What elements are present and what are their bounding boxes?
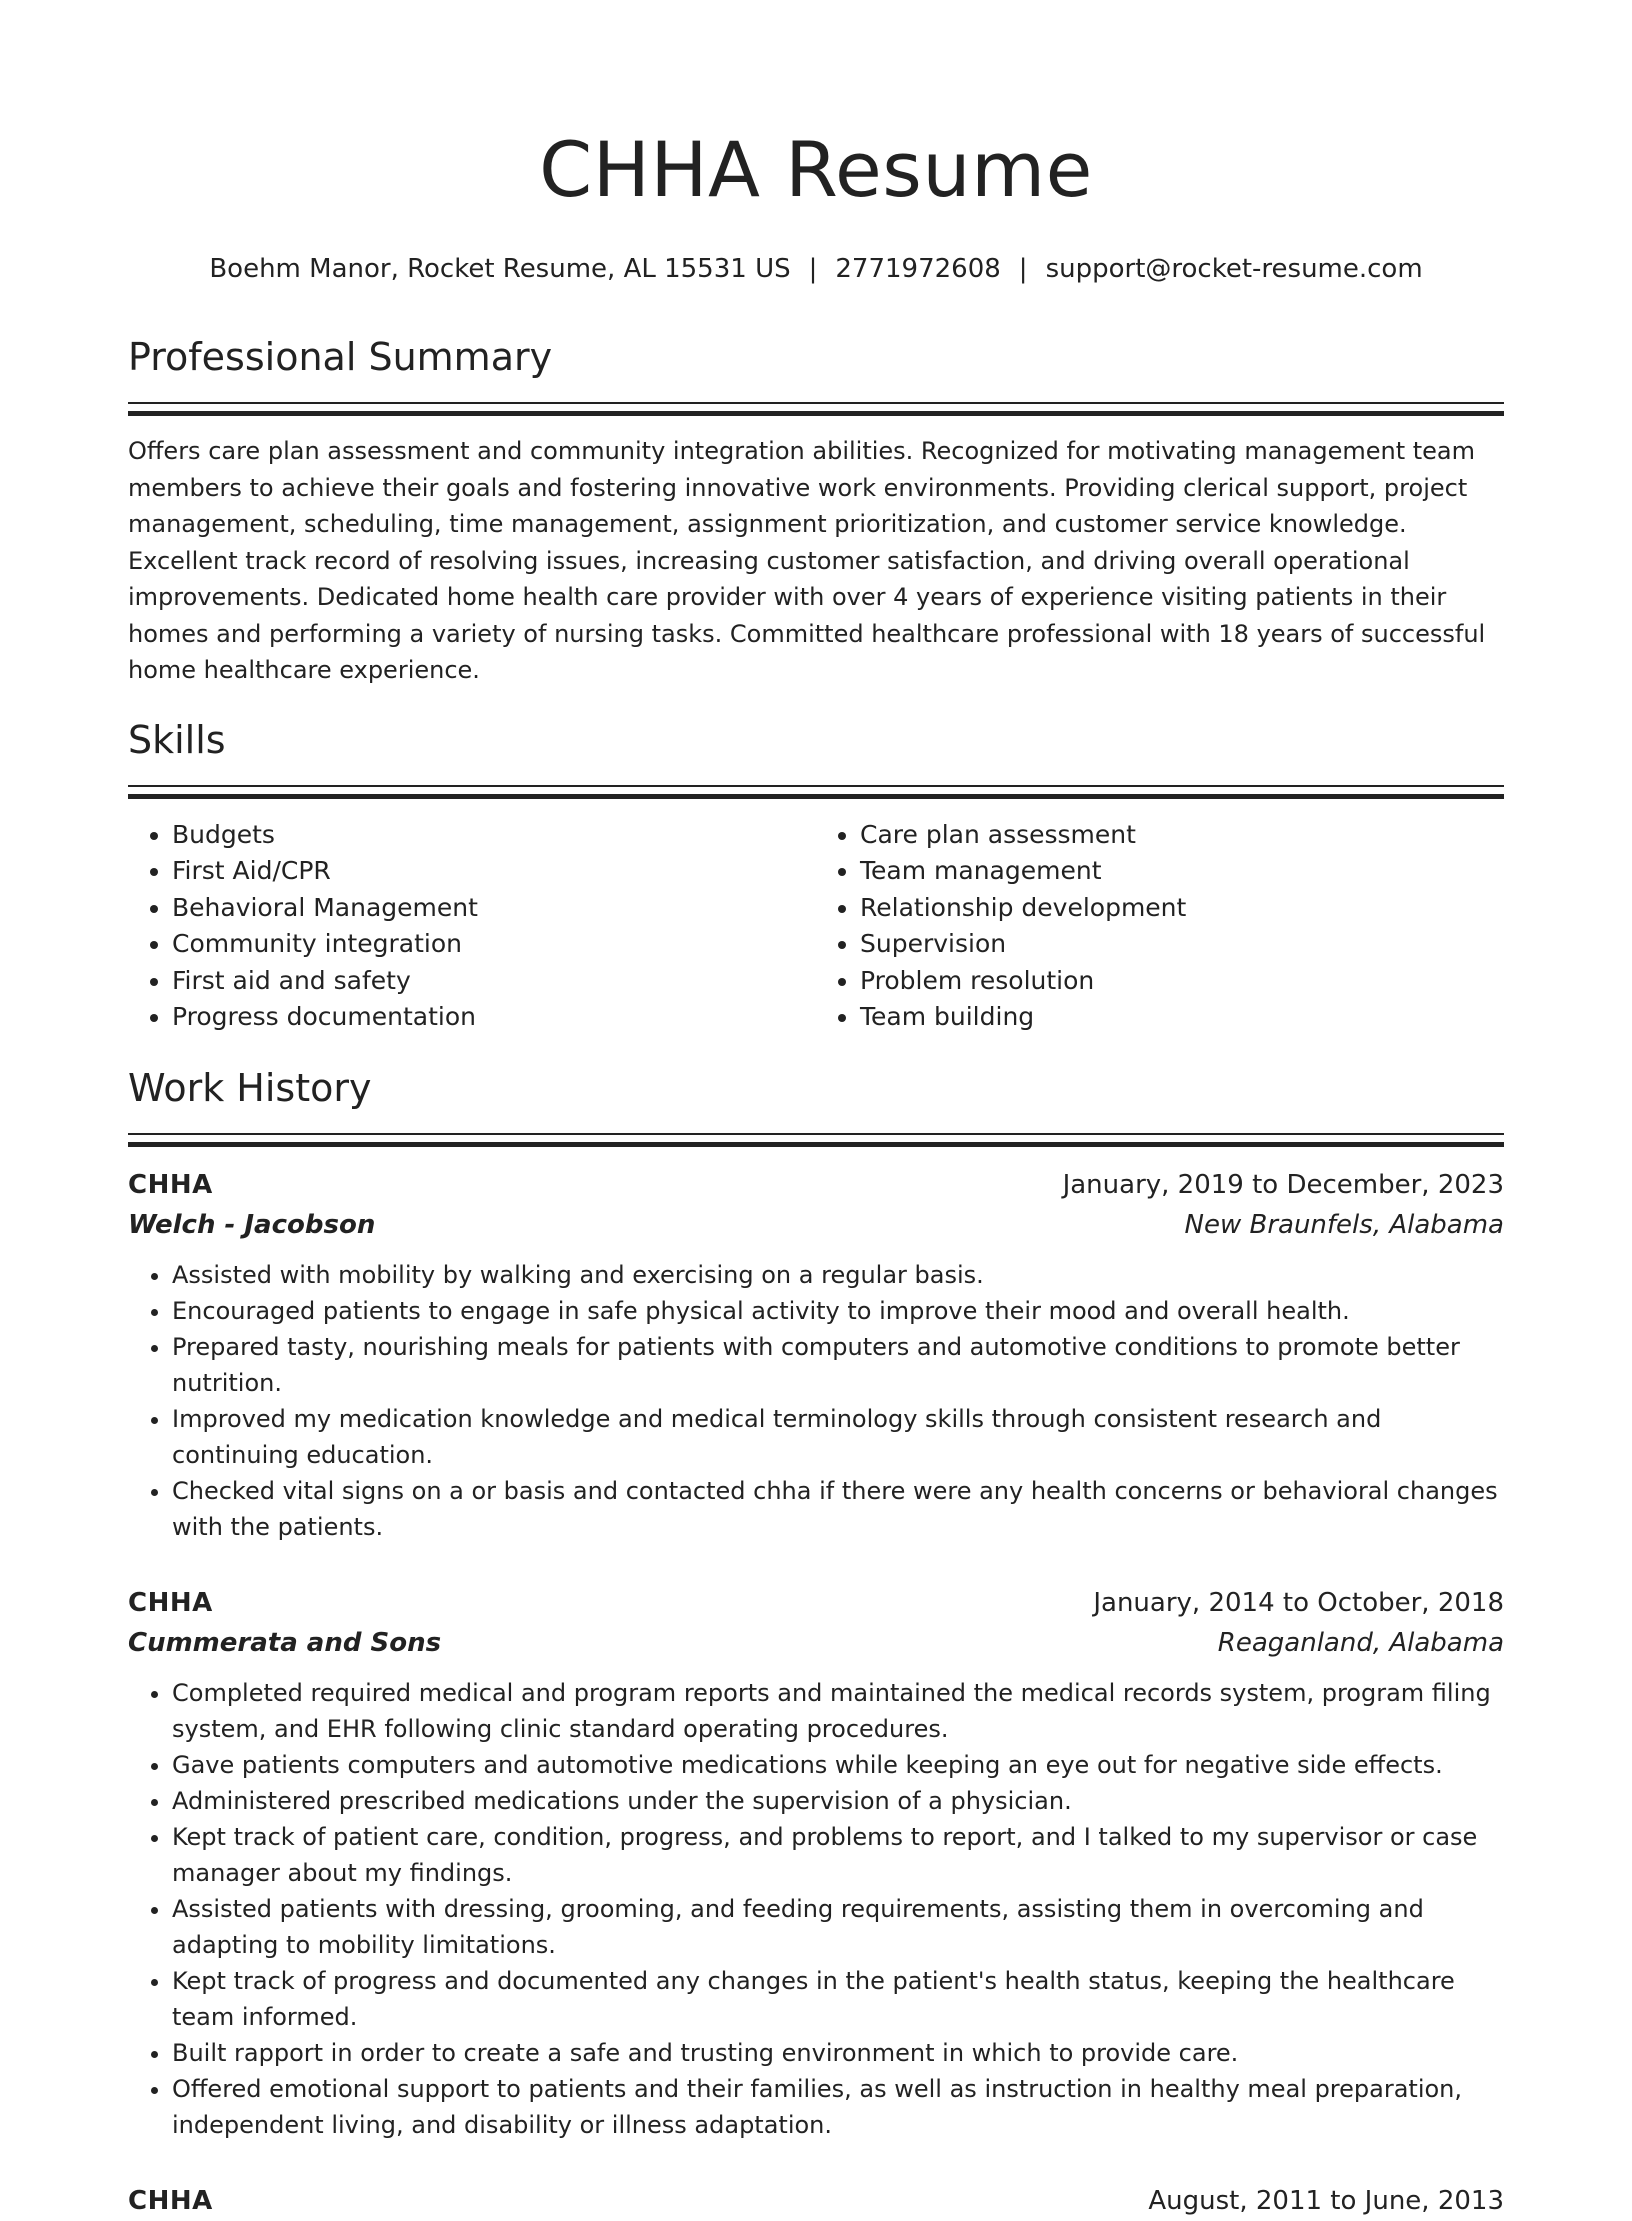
job-duty: • Administered prescribed medications under the supervision of a physician. — [172, 1783, 1504, 1819]
contact-phone[interactable]: 2771972608 — [835, 254, 1001, 284]
job-header — [128, 1583, 1504, 1623]
job-title: CHHA — [128, 2185, 213, 2216]
section-divider — [128, 1133, 1504, 1147]
contact-address: Boehm Manor, Rocket Resume, AL 15531 US — [209, 254, 791, 284]
job-title: CHHA — [128, 1587, 213, 1618]
skill-item: • Supervision — [860, 926, 1504, 963]
resume-page — [128, 0, 1504, 2216]
skill-item: • Team management — [860, 853, 1504, 890]
job-duty: • Built rapport in order to create a safe and trusting environment in which to provide care. — [172, 2035, 1504, 2071]
job-company: Welch - Jacobson — [128, 1209, 376, 1240]
job-company: Cummerata and Sons — [128, 1627, 442, 1658]
skills-section — [128, 715, 1504, 1036]
skills-list-right — [816, 817, 1504, 1036]
skill-item: • Problem resolution — [860, 963, 1504, 1000]
job-duty: • Kept track of progress and documented any changes in the patient's health status, keeping the healthcare team informed. — [172, 1963, 1504, 2035]
job-duty: • Offered emotional support to patients and their families, as well as instruction in healthy meal preparation, independent living, and disability or illness adaptation. — [172, 2071, 1504, 2143]
job-location: New Braunfels, Alabama — [1184, 1209, 1504, 1240]
job-entry — [128, 1583, 1504, 2143]
section-divider — [128, 785, 1504, 799]
job-duty: • Gave patients computers and automotive medications while keeping an eye out for negative side effects. — [172, 1747, 1504, 1783]
job-dates: January, 2014 to October, 2018 — [1093, 1587, 1504, 1618]
skill-item: • Care plan assessment — [860, 817, 1504, 854]
work-history-heading: Work History — [128, 1065, 372, 1110]
contact-email[interactable]: support@rocket-resume.com — [1045, 254, 1423, 284]
summary-section — [128, 332, 1504, 689]
job-duty: • Assisted patients with dressing, grooming, and feeding requirements, assisting them in overcoming and adapting to mobility limitations. — [172, 1891, 1504, 1963]
job-dates: January, 2019 to December, 2023 — [1062, 1169, 1504, 1200]
job-title: CHHA — [128, 1169, 213, 1200]
skill-item: • Team building — [860, 999, 1504, 1036]
work-history-section — [128, 1063, 1504, 2221]
skill-item: • Progress documentation — [172, 999, 816, 1036]
job-duty: • Encouraged patients to engage in safe physical activity to improve their mood and overall health. — [172, 1293, 1504, 1329]
skill-item: • Budgets — [172, 817, 816, 854]
job-dates: August, 2011 to June, 2013 — [1148, 2185, 1504, 2216]
skills-list-left — [128, 817, 816, 1036]
skill-item: • First Aid/CPR — [172, 853, 816, 890]
summary-heading: Professional Summary — [128, 335, 553, 379]
job-duty: • Assisted with mobility by walking and exercising on a regular basis. — [172, 1257, 1504, 1293]
summary-text: Offers care plan assessment and community integration abilities. Recognized for motivating management team members to achieve their goals and fostering innovative work environments. Providing clerical support, project management, scheduling, time management, assignment prioritization, and customer service knowledge. Excellent track record of resolving issues, increasing customer satisfaction, and driving overall operational improvements. Dedicated home health care provider with over 4 years of experience visiting patients in their homes and performing a variety of nursing tasks. Committed healthcare professional with 18 years of successful home healthcare experience. — [128, 437, 1486, 684]
skill-item: • Behavioral Management — [172, 890, 816, 927]
job-duties — [128, 1675, 1504, 2143]
job-location: Reaganland, Alabama — [1217, 1627, 1504, 1658]
job-duty: • Checked vital signs on a or basis and contacted chha if there were any health concerns or behavioral changes with the patients. — [172, 1473, 1504, 1545]
skill-item: • Community integration — [172, 926, 816, 963]
contact-separator: | — [808, 254, 818, 284]
job-duty: • Improved my medication knowledge and medical terminology skills through consistent research and continuing education. — [172, 1401, 1504, 1473]
skills-heading: Skills — [128, 717, 226, 762]
skills-grid — [128, 817, 1504, 1036]
job-header — [128, 1165, 1504, 1205]
job-duty: • Prepared tasty, nourishing meals for patients with computers and automotive conditions to promote better nutrition. — [172, 1329, 1504, 1401]
job-entry — [128, 2181, 1504, 2221]
job-duty: • Kept track of patient care, condition, progress, and problems to report, and I talked to my supervisor or case manager about my findings. — [172, 1819, 1504, 1891]
skill-item: • First aid and safety — [172, 963, 816, 1000]
job-header — [128, 2181, 1504, 2221]
skill-item: • Relationship development — [860, 890, 1504, 927]
section-divider — [128, 402, 1504, 416]
job-subheader — [128, 1623, 1504, 1663]
job-entry — [128, 1165, 1504, 1545]
job-subheader — [128, 1205, 1504, 1245]
job-duties — [128, 1257, 1504, 1545]
job-duty: • Completed required medical and program reports and maintained the medical records system, program filing system, and EHR following clinic standard operating procedures. — [172, 1675, 1504, 1747]
resume-title: CHHA Resume — [539, 125, 1093, 214]
contact-separator: | — [1018, 254, 1028, 284]
contact-line — [128, 252, 1504, 286]
